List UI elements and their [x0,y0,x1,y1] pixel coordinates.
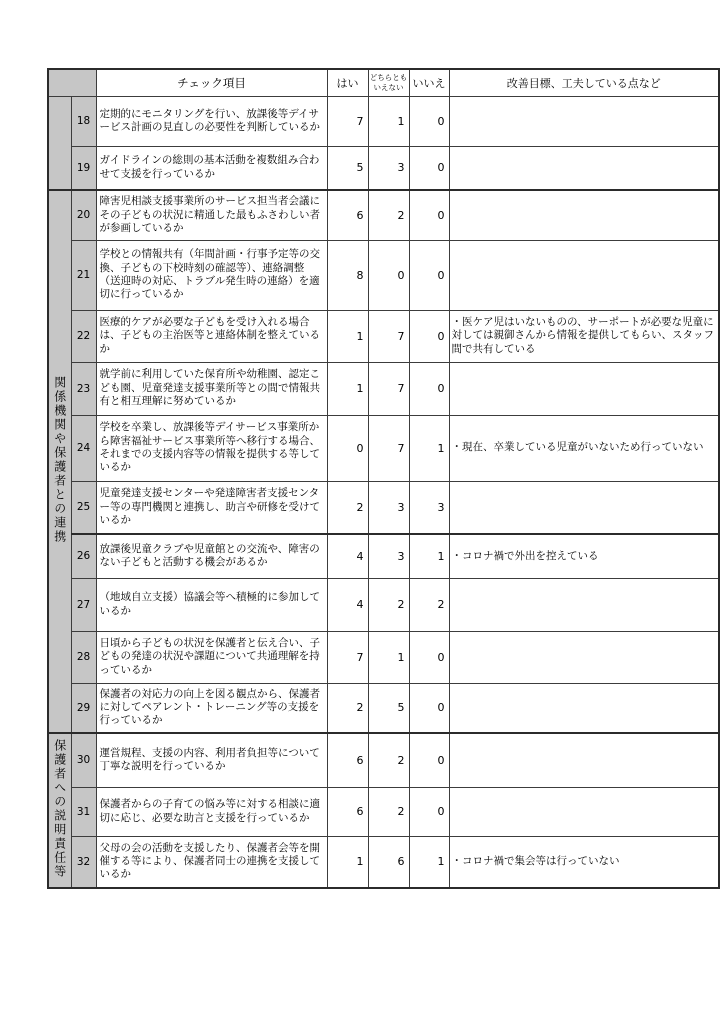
category-cell-relations [48,190,71,733]
yes-count: 6 [327,190,368,240]
check-item-text: 運営規程、支援の内容、利用者負担等について丁寧な説明を行っているか [96,733,327,787]
comment-text [449,733,719,787]
check-item-text: 障害児相談支援事業所のサービス担当者会議にその子どもの状況に精通した最もふさわしい者が参画しているか [96,190,327,240]
check-item-text: 保護者からの子育ての悩み等に対する相談に適切に応じ、必要な助言と支援を行っているか [96,787,327,836]
row-number: 30 [71,733,96,787]
table-row [48,578,719,631]
no-count: 0 [409,362,449,415]
check-item-text: 学校との情報共有（年間計画・行事予定等の交換、子どもの下校時刻の確認等）、連絡調整（送迎時の対応、トラブル発生時の連絡）を適切に行っているか [96,240,327,310]
check-item-text: 医療的ケアが必要な子どもを受け入れる場合は、子どもの主治医等と連絡体制を整えているか [96,310,327,362]
comment-text: ・現在、卒業している児童がいないため行っていない [449,415,719,481]
table-row [48,240,719,310]
yes-count: 4 [327,578,368,631]
table-row [48,481,719,534]
check-item-text: 保護者の対応力の向上を図る観点から、保護者に対してペアレント・トレーニング等の支援を行っているか [96,683,327,733]
neither-count: 3 [368,534,409,578]
no-count: 1 [409,415,449,481]
neither-count: 1 [368,96,409,146]
table-row [48,310,719,362]
category-label: 関係機関や保護者との連携 [52,375,67,544]
yes-count: 5 [327,146,368,190]
table-row [48,733,719,787]
neither-count: 3 [368,146,409,190]
no-count: 0 [409,631,449,683]
header-check-item: チェック項目 [96,69,327,96]
comment-text [449,146,719,190]
no-count: 0 [409,787,449,836]
neither-count: 6 [368,836,409,888]
comment-text [449,362,719,415]
comment-text [449,240,719,310]
header-row [48,69,719,96]
check-item-text: 定期的にモニタリングを行い、放課後等デイサービス計画の見直しの必要性を判断しているか [96,96,327,146]
yes-count: 2 [327,481,368,534]
neither-count: 7 [368,415,409,481]
row-number: 31 [71,787,96,836]
comment-text [449,631,719,683]
neither-count: 1 [368,631,409,683]
neither-count: 5 [368,683,409,733]
row-number: 32 [71,836,96,888]
comment-text [449,96,719,146]
neither-count: 7 [368,310,409,362]
header-improvement: 改善目標、工夫している点など [449,69,719,96]
row-number: 23 [71,362,96,415]
yes-count: 6 [327,733,368,787]
row-number: 19 [71,146,96,190]
category-cell-blank [48,96,71,190]
neither-count: 2 [368,787,409,836]
comment-text: ・コロナ禍で集会等は行っていない [449,836,719,888]
no-count: 1 [409,534,449,578]
header-neither-line2: いえない [373,82,404,92]
row-number: 26 [71,534,96,578]
header-neither-line1: どちらとも [369,73,408,83]
yes-count: 4 [327,534,368,578]
yes-count: 8 [327,240,368,310]
check-item-text: 学校を卒業し、放課後等デイサービス事業所から障害福祉サービス事業所等へ移行する場合、それまでの支援内容等の情報を提供する等しているか [96,415,327,481]
table-row [48,836,719,888]
row-number: 22 [71,310,96,362]
neither-count: 2 [368,733,409,787]
table-row [48,190,719,240]
no-count: 3 [409,481,449,534]
row-number: 29 [71,683,96,733]
header-corner-cell [48,69,96,96]
table-row [48,362,719,415]
check-item-text: ガイドラインの総則の基本活動を複数組み合わせて支援を行っているか [96,146,327,190]
check-item-text: 父母の会の活動を支援したり、保護者会等を開催する等により、保護者同士の連携を支援しているか [96,836,327,888]
yes-count: 1 [327,310,368,362]
yes-count: 6 [327,787,368,836]
no-count: 2 [409,578,449,631]
yes-count: 2 [327,683,368,733]
table-row [48,415,719,481]
comment-text [449,481,719,534]
comment-text: ・医ケア児はいないものの、サーポートが必要な児童に対しては親御さんから情報を提供してもらい、スタッフ間で共有している [449,310,719,362]
yes-count: 7 [327,631,368,683]
row-number: 21 [71,240,96,310]
no-count: 0 [409,240,449,310]
check-item-text: （地域自立支援）協議会等へ積極的に参加しているか [96,578,327,631]
row-number: 18 [71,96,96,146]
table-row [48,683,719,733]
row-number: 20 [71,190,96,240]
table-row [48,146,719,190]
row-number: 27 [71,578,96,631]
comment-text [449,578,719,631]
no-count: 0 [409,146,449,190]
comment-text [449,683,719,733]
no-count: 0 [409,733,449,787]
yes-count: 7 [327,96,368,146]
yes-count: 0 [327,415,368,481]
no-count: 0 [409,310,449,362]
neither-count: 2 [368,190,409,240]
comment-text [449,787,719,836]
neither-count: 7 [368,362,409,415]
category-cell-accountability [48,733,71,888]
check-item-text: 就学前に利用していた保育所や幼稚園、認定こども園、児童発達支援事業所等との間で情報共有と相互理解に努めているか [96,362,327,415]
table-row [48,631,719,683]
neither-count: 0 [368,240,409,310]
table-row [48,787,719,836]
check-item-text: 日頃から子どもの状況を保護者と伝え合い、子どもの発達の状況や課題について共通理解を持っているか [96,631,327,683]
no-count: 1 [409,836,449,888]
row-number: 28 [71,631,96,683]
yes-count: 1 [327,362,368,415]
table-row [48,534,719,578]
evaluation-table [47,68,720,889]
no-count: 0 [409,96,449,146]
neither-count: 2 [368,578,409,631]
row-number: 24 [71,415,96,481]
comment-text: ・コロナ禍で外出を控えている [449,534,719,578]
category-label: 保護者への説明責任等 [52,738,67,879]
header-neither [368,69,409,96]
check-item-text: 児童発達支援センターや発達障害者支援センター等の専門機関と連携し、助言や研修を受けているか [96,481,327,534]
table-row [48,96,719,146]
header-no: いいえ [409,69,449,96]
comment-text [449,190,719,240]
no-count: 0 [409,190,449,240]
neither-count: 3 [368,481,409,534]
row-number: 25 [71,481,96,534]
yes-count: 1 [327,836,368,888]
no-count: 0 [409,683,449,733]
check-item-text: 放課後児童クラブや児童館との交流や、障害のない子どもと活動する機会があるか [96,534,327,578]
header-yes: はい [327,69,368,96]
